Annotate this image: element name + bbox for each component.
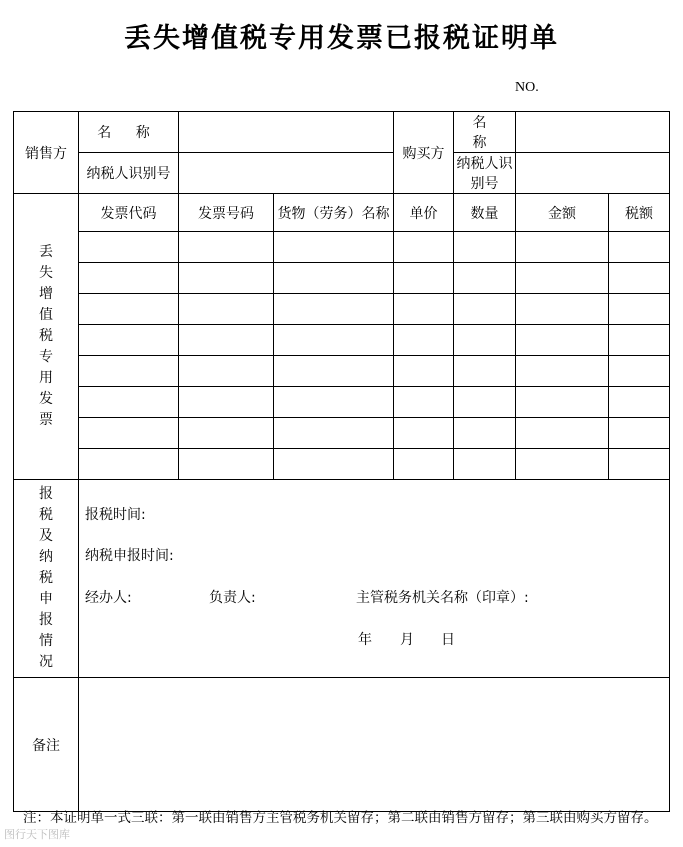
column-header: 发票号码	[179, 194, 274, 232]
table-cell[interactable]	[454, 325, 516, 356]
table-cell[interactable]	[79, 387, 179, 418]
date-day-label: 日	[441, 632, 455, 648]
table-cell[interactable]	[454, 263, 516, 294]
table-cell[interactable]	[609, 387, 670, 418]
table-cell[interactable]	[394, 418, 454, 449]
table-row	[14, 418, 670, 449]
buyer-name-field[interactable]	[516, 112, 670, 153]
table-cell[interactable]	[516, 294, 609, 325]
date-month-label: 月	[400, 632, 414, 648]
tax-authority-seal-label: 主管税务机关名称（印章）:	[356, 590, 529, 606]
seller-taxpayer-id-label: 纳税人识别号	[79, 153, 179, 194]
table-cell[interactable]	[454, 356, 516, 387]
column-header: 发票代码	[79, 194, 179, 232]
table-cell[interactable]	[609, 449, 670, 480]
certificate-form	[13, 111, 670, 812]
table-cell[interactable]	[274, 356, 394, 387]
report-section-char: 报	[39, 612, 53, 628]
buyer-taxpayer-id-field[interactable]	[516, 153, 670, 194]
report-details[interactable]	[79, 480, 670, 678]
column-header: 货物（劳务）名称	[274, 194, 394, 232]
table-cell[interactable]	[516, 325, 609, 356]
responsible-person-label: 负责人:	[209, 590, 256, 606]
table-cell[interactable]	[179, 387, 274, 418]
table-cell[interactable]	[454, 418, 516, 449]
report-section-char: 情	[39, 633, 53, 649]
page-title: 丢失增值税专用发票已报税证明单	[124, 23, 559, 54]
remarks-field[interactable]	[79, 678, 670, 812]
date-year-label: 年	[358, 632, 372, 648]
table-cell[interactable]	[179, 356, 274, 387]
table-cell[interactable]	[516, 418, 609, 449]
column-header: 数量	[454, 194, 516, 232]
invoice-section-char: 增	[39, 286, 53, 302]
table-cell[interactable]	[79, 232, 179, 263]
buyer-name-label: 名 称	[454, 112, 516, 153]
seller-taxpayer-id-field[interactable]	[179, 153, 394, 194]
table-cell[interactable]	[609, 294, 670, 325]
table-cell[interactable]	[179, 449, 274, 480]
table-cell[interactable]	[179, 263, 274, 294]
invoice-section-char: 发	[39, 391, 53, 407]
invoice-section-char: 丢	[39, 244, 53, 260]
table-cell[interactable]	[394, 449, 454, 480]
table-cell[interactable]	[516, 263, 609, 294]
table-cell[interactable]	[609, 232, 670, 263]
invoice-section-char: 专	[39, 349, 53, 365]
table-cell[interactable]	[274, 294, 394, 325]
invoice-section-char: 税	[39, 328, 53, 344]
table-cell[interactable]	[394, 325, 454, 356]
table-cell[interactable]	[454, 387, 516, 418]
report-section-char: 纳	[39, 549, 53, 565]
report-section-char: 申	[39, 591, 53, 607]
table-cell[interactable]	[274, 325, 394, 356]
report-section-char: 报	[39, 486, 53, 502]
table-row	[14, 263, 670, 294]
report-section-char: 及	[39, 528, 53, 544]
table-cell[interactable]	[274, 418, 394, 449]
table-cell[interactable]	[274, 263, 394, 294]
table-cell[interactable]	[516, 232, 609, 263]
footnote: 注：本证明单一式三联：第一联由销售方主管税务机关留存；第二联由销售方留存；第三联由购买方留存。	[23, 810, 658, 826]
table-cell[interactable]	[609, 418, 670, 449]
table-cell[interactable]	[179, 294, 274, 325]
table-cell[interactable]	[454, 232, 516, 263]
table-cell[interactable]	[79, 449, 179, 480]
column-header: 单价	[394, 194, 454, 232]
table-cell[interactable]	[609, 263, 670, 294]
watermark: 图行天下图库	[4, 828, 70, 841]
column-header: 税额	[609, 194, 670, 232]
invoice-section-char: 失	[39, 265, 53, 281]
table-cell[interactable]	[609, 325, 670, 356]
table-cell[interactable]	[79, 418, 179, 449]
report-section-char: 税	[39, 570, 53, 586]
table-cell[interactable]	[274, 449, 394, 480]
table-cell[interactable]	[609, 356, 670, 387]
table-cell[interactable]	[394, 356, 454, 387]
seller-name-field[interactable]	[179, 112, 394, 153]
table-cell[interactable]	[179, 325, 274, 356]
table-cell[interactable]	[79, 325, 179, 356]
invoice-section-char: 票	[39, 412, 53, 428]
invoice-section-char: 用	[39, 370, 53, 386]
table-row	[14, 449, 670, 480]
table-cell[interactable]	[516, 449, 609, 480]
seller-label: 销售方	[14, 112, 79, 194]
table-cell[interactable]	[454, 294, 516, 325]
table-cell[interactable]	[274, 387, 394, 418]
table-row	[14, 387, 670, 418]
table-cell[interactable]	[394, 232, 454, 263]
tax-report-time-label: 报税时间:	[85, 507, 146, 523]
invoice-section-label	[14, 194, 79, 480]
table-row	[14, 294, 670, 325]
table-row	[14, 356, 670, 387]
table-cell[interactable]	[79, 356, 179, 387]
table-row	[14, 232, 670, 263]
table-cell[interactable]	[394, 387, 454, 418]
report-section-char: 税	[39, 507, 53, 523]
table-row	[14, 325, 670, 356]
column-header: 金额	[516, 194, 609, 232]
table-cell[interactable]	[179, 418, 274, 449]
table-cell[interactable]	[79, 263, 179, 294]
table-cell[interactable]	[516, 356, 609, 387]
table-cell[interactable]	[454, 449, 516, 480]
handler-label: 经办人:	[85, 590, 132, 606]
table-cell[interactable]	[79, 294, 179, 325]
table-cell[interactable]	[274, 232, 394, 263]
table-cell[interactable]	[516, 387, 609, 418]
form-number-label: NO.	[515, 80, 539, 95]
seller-name-label: 名 称	[79, 112, 179, 153]
table-cell[interactable]	[179, 232, 274, 263]
buyer-label: 购买方	[394, 112, 454, 194]
report-section-label	[14, 480, 79, 678]
report-section-char: 况	[39, 654, 53, 670]
tax-filing-time-label: 纳税申报时间:	[85, 548, 174, 564]
invoice-section-char: 值	[39, 307, 53, 323]
table-cell[interactable]	[394, 263, 454, 294]
buyer-taxpayer-id-label: 纳税人识别号	[454, 153, 516, 194]
remarks-label: 备注	[14, 678, 79, 812]
table-cell[interactable]	[394, 294, 454, 325]
